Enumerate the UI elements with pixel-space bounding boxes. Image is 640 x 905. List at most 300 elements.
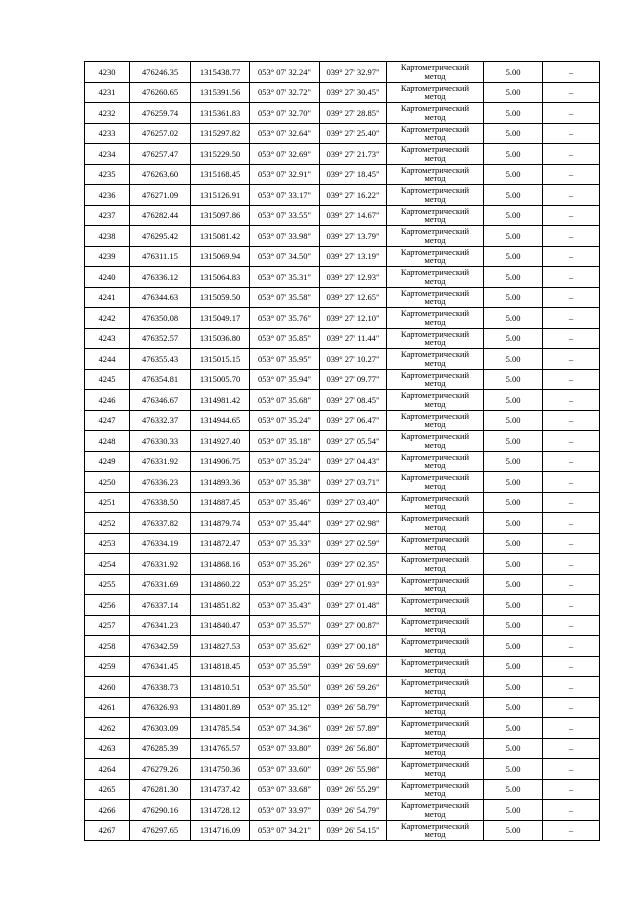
method-line: Картометрический bbox=[400, 533, 470, 544]
cell-accuracy: 5.00 bbox=[484, 349, 543, 370]
cell-latitude: 053° 07' 35.94" bbox=[250, 369, 320, 390]
cell-y-coordinate: 1315229.50 bbox=[191, 144, 250, 165]
cell-point-number: 4257 bbox=[85, 615, 130, 636]
table-row bbox=[85, 431, 600, 452]
cell-y-coordinate: 1315005.70 bbox=[191, 369, 250, 390]
cell-y-coordinate: 1314728.12 bbox=[191, 800, 250, 821]
cell-method bbox=[387, 820, 484, 841]
cell-point-number: 4238 bbox=[85, 226, 130, 247]
method-line: метод bbox=[424, 706, 446, 717]
cell-accuracy: 5.00 bbox=[484, 513, 543, 534]
cell-accuracy: 5.00 bbox=[484, 451, 543, 472]
table-row bbox=[85, 574, 600, 595]
method-line: Картометрический bbox=[400, 759, 470, 770]
cell-accuracy: 5.00 bbox=[484, 369, 543, 390]
table-row bbox=[85, 472, 600, 493]
cell-latitude: 053° 07' 35.62" bbox=[250, 636, 320, 657]
cell-y-coordinate: 1314840.47 bbox=[191, 615, 250, 636]
cell-y-coordinate: 1315391.56 bbox=[191, 82, 250, 103]
cell-latitude: 053° 07' 33.55" bbox=[250, 205, 320, 226]
cell-longitude: 039° 27' 12.93" bbox=[320, 267, 387, 288]
cell-method bbox=[387, 492, 484, 513]
method-line: Картометрический bbox=[400, 677, 470, 688]
cell-note: – bbox=[543, 369, 600, 390]
cell-point-number: 4264 bbox=[85, 759, 130, 780]
cell-latitude: 053° 07' 35.12" bbox=[250, 697, 320, 718]
cell-longitude: 039° 27' 08.45" bbox=[320, 390, 387, 411]
cell-x-coordinate: 476326.93 bbox=[130, 697, 191, 718]
method-line: Картометрический bbox=[400, 267, 470, 278]
cell-accuracy: 5.00 bbox=[484, 185, 543, 206]
method-line: метод bbox=[424, 357, 446, 368]
cell-note: – bbox=[543, 472, 600, 493]
table-row bbox=[85, 185, 600, 206]
cell-point-number: 4244 bbox=[85, 349, 130, 370]
cell-point-number: 4243 bbox=[85, 328, 130, 349]
cell-point-number: 4236 bbox=[85, 185, 130, 206]
cell-method bbox=[387, 677, 484, 698]
cell-x-coordinate: 476332.37 bbox=[130, 410, 191, 431]
cell-y-coordinate: 1314810.51 bbox=[191, 677, 250, 698]
table-row bbox=[85, 287, 600, 308]
method-line: Картометрический bbox=[400, 144, 470, 155]
cell-method bbox=[387, 308, 484, 329]
method-line: метод bbox=[424, 808, 446, 819]
cell-latitude: 053° 07' 35.43" bbox=[250, 595, 320, 616]
cell-method bbox=[387, 513, 484, 534]
method-line: метод bbox=[424, 111, 446, 122]
cell-point-number: 4247 bbox=[85, 410, 130, 431]
cell-y-coordinate: 1314893.36 bbox=[191, 472, 250, 493]
method-line: Картометрический bbox=[400, 513, 470, 524]
method-line: метод bbox=[424, 501, 446, 512]
cell-x-coordinate: 476259.74 bbox=[130, 103, 191, 124]
cell-longitude: 039° 27' 12.65" bbox=[320, 287, 387, 308]
cell-latitude: 053° 07' 35.26" bbox=[250, 554, 320, 575]
method-line: метод bbox=[424, 788, 446, 799]
cell-y-coordinate: 1314981.42 bbox=[191, 390, 250, 411]
cell-longitude: 039° 27' 14.67" bbox=[320, 205, 387, 226]
cell-longitude: 039° 27' 03.71" bbox=[320, 472, 387, 493]
cell-latitude: 053° 07' 35.44" bbox=[250, 513, 320, 534]
method-line: метод bbox=[424, 726, 446, 737]
cell-note: – bbox=[543, 677, 600, 698]
method-line: Картометрический bbox=[400, 472, 470, 483]
cell-longitude: 039° 26' 55.98" bbox=[320, 759, 387, 780]
method-line: Картометрический bbox=[400, 185, 470, 196]
cell-note: – bbox=[543, 615, 600, 636]
cell-longitude: 039° 26' 55.29" bbox=[320, 779, 387, 800]
cell-longitude: 039° 27' 05.54" bbox=[320, 431, 387, 452]
cell-x-coordinate: 476336.12 bbox=[130, 267, 191, 288]
method-line: метод bbox=[424, 665, 446, 676]
cell-accuracy: 5.00 bbox=[484, 328, 543, 349]
cell-y-coordinate: 1315297.82 bbox=[191, 123, 250, 144]
method-line: Картометрический bbox=[400, 574, 470, 585]
cell-x-coordinate: 476260.65 bbox=[130, 82, 191, 103]
cell-longitude: 039° 27' 13.79" bbox=[320, 226, 387, 247]
cell-longitude: 039° 27' 12.10" bbox=[320, 308, 387, 329]
cell-y-coordinate: 1314927.40 bbox=[191, 431, 250, 452]
table-row bbox=[85, 308, 600, 329]
method-line: Картометрический bbox=[400, 718, 470, 729]
method-line: метод bbox=[424, 316, 446, 327]
cell-latitude: 053° 07' 35.25" bbox=[250, 574, 320, 595]
cell-method bbox=[387, 779, 484, 800]
cell-latitude: 053° 07' 33.17" bbox=[250, 185, 320, 206]
coordinates-table bbox=[84, 61, 600, 841]
cell-method bbox=[387, 472, 484, 493]
cell-note: – bbox=[543, 328, 600, 349]
cell-x-coordinate: 476331.69 bbox=[130, 574, 191, 595]
cell-method bbox=[387, 595, 484, 616]
method-line: Картометрический bbox=[400, 595, 470, 606]
method-line: Картометрический bbox=[400, 636, 470, 647]
cell-note: – bbox=[543, 205, 600, 226]
cell-point-number: 4240 bbox=[85, 267, 130, 288]
cell-note: – bbox=[543, 820, 600, 841]
cell-latitude: 053° 07' 34.36" bbox=[250, 718, 320, 739]
cell-latitude: 053° 07' 35.57" bbox=[250, 615, 320, 636]
cell-y-coordinate: 1315168.45 bbox=[191, 164, 250, 185]
cell-point-number: 4242 bbox=[85, 308, 130, 329]
table-row bbox=[85, 205, 600, 226]
cell-note: – bbox=[543, 226, 600, 247]
table-row bbox=[85, 697, 600, 718]
cell-x-coordinate: 476337.14 bbox=[130, 595, 191, 616]
cell-longitude: 039° 27' 25.40" bbox=[320, 123, 387, 144]
cell-longitude: 039° 27' 02.35" bbox=[320, 554, 387, 575]
table-row bbox=[85, 451, 600, 472]
cell-x-coordinate: 476282.44 bbox=[130, 205, 191, 226]
cell-note: – bbox=[543, 308, 600, 329]
cell-method bbox=[387, 574, 484, 595]
cell-latitude: 053° 07' 35.68" bbox=[250, 390, 320, 411]
cell-accuracy: 5.00 bbox=[484, 779, 543, 800]
cell-accuracy: 5.00 bbox=[484, 431, 543, 452]
cell-method bbox=[387, 656, 484, 677]
cell-point-number: 4259 bbox=[85, 656, 130, 677]
cell-accuracy: 5.00 bbox=[484, 718, 543, 739]
cell-latitude: 053° 07' 33.68" bbox=[250, 779, 320, 800]
cell-method bbox=[387, 636, 484, 657]
cell-note: – bbox=[543, 82, 600, 103]
cell-longitude: 039° 26' 54.15" bbox=[320, 820, 387, 841]
cell-y-coordinate: 1314879.74 bbox=[191, 513, 250, 534]
cell-x-coordinate: 476338.73 bbox=[130, 677, 191, 698]
cell-point-number: 4262 bbox=[85, 718, 130, 739]
method-line: Картометрический bbox=[400, 431, 470, 442]
cell-longitude: 039° 26' 59.26" bbox=[320, 677, 387, 698]
cell-note: – bbox=[543, 513, 600, 534]
cell-method bbox=[387, 144, 484, 165]
cell-x-coordinate: 476290.16 bbox=[130, 800, 191, 821]
cell-x-coordinate: 476334.19 bbox=[130, 533, 191, 554]
method-line: метод bbox=[424, 70, 446, 81]
cell-y-coordinate: 1314818.45 bbox=[191, 656, 250, 677]
cell-accuracy: 5.00 bbox=[484, 390, 543, 411]
cell-accuracy: 5.00 bbox=[484, 205, 543, 226]
cell-y-coordinate: 1315049.17 bbox=[191, 308, 250, 329]
cell-accuracy: 5.00 bbox=[484, 677, 543, 698]
cell-accuracy: 5.00 bbox=[484, 656, 543, 677]
cell-method bbox=[387, 287, 484, 308]
method-line: метод bbox=[424, 296, 446, 307]
cell-note: – bbox=[543, 144, 600, 165]
cell-longitude: 039° 27' 03.40" bbox=[320, 492, 387, 513]
method-line: метод bbox=[424, 173, 446, 184]
cell-accuracy: 5.00 bbox=[484, 410, 543, 431]
cell-accuracy: 5.00 bbox=[484, 144, 543, 165]
cell-point-number: 4235 bbox=[85, 164, 130, 185]
cell-accuracy: 5.00 bbox=[484, 759, 543, 780]
cell-longitude: 039° 27' 02.98" bbox=[320, 513, 387, 534]
cell-longitude: 039° 27' 11.44" bbox=[320, 328, 387, 349]
cell-method bbox=[387, 62, 484, 83]
cell-latitude: 053° 07' 33.97" bbox=[250, 800, 320, 821]
cell-point-number: 4267 bbox=[85, 820, 130, 841]
table-row bbox=[85, 738, 600, 759]
cell-note: – bbox=[543, 718, 600, 739]
table-row bbox=[85, 103, 600, 124]
cell-x-coordinate: 476331.92 bbox=[130, 554, 191, 575]
table-row bbox=[85, 144, 600, 165]
table-row bbox=[85, 226, 600, 247]
cell-point-number: 4251 bbox=[85, 492, 130, 513]
method-line: метод bbox=[424, 562, 446, 573]
cell-method bbox=[387, 369, 484, 390]
cell-y-coordinate: 1314765.57 bbox=[191, 738, 250, 759]
table-row bbox=[85, 554, 600, 575]
method-line: метод bbox=[424, 460, 446, 471]
cell-y-coordinate: 1314827.53 bbox=[191, 636, 250, 657]
cell-accuracy: 5.00 bbox=[484, 820, 543, 841]
cell-longitude: 039° 26' 54.79" bbox=[320, 800, 387, 821]
cell-point-number: 4256 bbox=[85, 595, 130, 616]
method-line: метод bbox=[424, 91, 446, 102]
cell-note: – bbox=[543, 103, 600, 124]
method-line: метод bbox=[424, 767, 446, 778]
cell-method bbox=[387, 267, 484, 288]
cell-latitude: 053° 07' 35.38" bbox=[250, 472, 320, 493]
cell-y-coordinate: 1314785.54 bbox=[191, 718, 250, 739]
table-row bbox=[85, 267, 600, 288]
cell-accuracy: 5.00 bbox=[484, 308, 543, 329]
cell-longitude: 039° 27' 13.19" bbox=[320, 246, 387, 267]
table-row bbox=[85, 246, 600, 267]
cell-longitude: 039° 27' 06.47" bbox=[320, 410, 387, 431]
cell-accuracy: 5.00 bbox=[484, 697, 543, 718]
cell-longitude: 039° 27' 04.43" bbox=[320, 451, 387, 472]
method-line: метод bbox=[424, 152, 446, 163]
cell-y-coordinate: 1315064.83 bbox=[191, 267, 250, 288]
cell-method bbox=[387, 123, 484, 144]
cell-latitude: 053° 07' 32.69" bbox=[250, 144, 320, 165]
method-line: метод bbox=[424, 583, 446, 594]
cell-accuracy: 5.00 bbox=[484, 267, 543, 288]
cell-note: – bbox=[543, 738, 600, 759]
cell-y-coordinate: 1315361.83 bbox=[191, 103, 250, 124]
cell-method bbox=[387, 718, 484, 739]
method-line: Картометрический bbox=[400, 62, 470, 73]
cell-point-number: 4249 bbox=[85, 451, 130, 472]
cell-accuracy: 5.00 bbox=[484, 246, 543, 267]
cell-note: – bbox=[543, 697, 600, 718]
table-row bbox=[85, 513, 600, 534]
cell-latitude: 053° 07' 33.60" bbox=[250, 759, 320, 780]
cell-method bbox=[387, 410, 484, 431]
cell-y-coordinate: 1315015.15 bbox=[191, 349, 250, 370]
cell-longitude: 039° 27' 32.97" bbox=[320, 62, 387, 83]
method-line: метод bbox=[424, 234, 446, 245]
table-row bbox=[85, 595, 600, 616]
table-row bbox=[85, 656, 600, 677]
table-row bbox=[85, 369, 600, 390]
cell-note: – bbox=[543, 349, 600, 370]
method-line: метод bbox=[424, 624, 446, 635]
cell-x-coordinate: 476338.50 bbox=[130, 492, 191, 513]
cell-method bbox=[387, 185, 484, 206]
cell-note: – bbox=[543, 410, 600, 431]
cell-note: – bbox=[543, 574, 600, 595]
method-line: метод bbox=[424, 132, 446, 143]
method-line: метод bbox=[424, 439, 446, 450]
cell-method bbox=[387, 390, 484, 411]
cell-latitude: 053° 07' 32.24" bbox=[250, 62, 320, 83]
method-line: метод bbox=[424, 747, 446, 758]
table-row bbox=[85, 349, 600, 370]
cell-accuracy: 5.00 bbox=[484, 533, 543, 554]
cell-method bbox=[387, 164, 484, 185]
cell-longitude: 039° 26' 56.80" bbox=[320, 738, 387, 759]
table-row bbox=[85, 62, 600, 83]
cell-point-number: 4234 bbox=[85, 144, 130, 165]
cell-accuracy: 5.00 bbox=[484, 595, 543, 616]
table-row bbox=[85, 492, 600, 513]
cell-x-coordinate: 476330.33 bbox=[130, 431, 191, 452]
cell-latitude: 053° 07' 35.50" bbox=[250, 677, 320, 698]
table-row bbox=[85, 677, 600, 698]
cell-y-coordinate: 1315097.86 bbox=[191, 205, 250, 226]
cell-longitude: 039° 27' 30.45" bbox=[320, 82, 387, 103]
method-line: Картометрический bbox=[400, 103, 470, 114]
cell-accuracy: 5.00 bbox=[484, 226, 543, 247]
cell-note: – bbox=[543, 554, 600, 575]
cell-note: – bbox=[543, 62, 600, 83]
method-line: Картометрический bbox=[400, 410, 470, 421]
cell-x-coordinate: 476346.67 bbox=[130, 390, 191, 411]
cell-method bbox=[387, 82, 484, 103]
method-line: Картометрический bbox=[400, 82, 470, 93]
cell-note: – bbox=[543, 390, 600, 411]
cell-point-number: 4254 bbox=[85, 554, 130, 575]
method-line: Картометрический bbox=[400, 328, 470, 339]
cell-method bbox=[387, 615, 484, 636]
cell-x-coordinate: 476285.39 bbox=[130, 738, 191, 759]
method-line: метод bbox=[424, 378, 446, 389]
cell-method bbox=[387, 738, 484, 759]
cell-note: – bbox=[543, 185, 600, 206]
cell-note: – bbox=[543, 451, 600, 472]
cell-note: – bbox=[543, 267, 600, 288]
cell-point-number: 4261 bbox=[85, 697, 130, 718]
cell-longitude: 039° 27' 02.59" bbox=[320, 533, 387, 554]
cell-longitude: 039° 26' 57.89" bbox=[320, 718, 387, 739]
cell-accuracy: 5.00 bbox=[484, 123, 543, 144]
method-line: Картометрический bbox=[400, 656, 470, 667]
method-line: Картометрический bbox=[400, 615, 470, 626]
table-row bbox=[85, 82, 600, 103]
cell-y-coordinate: 1314887.45 bbox=[191, 492, 250, 513]
method-line: Картометрический bbox=[400, 308, 470, 319]
cell-point-number: 4252 bbox=[85, 513, 130, 534]
cell-longitude: 039° 27' 09.77" bbox=[320, 369, 387, 390]
cell-point-number: 4230 bbox=[85, 62, 130, 83]
cell-latitude: 053° 07' 32.91" bbox=[250, 164, 320, 185]
cell-latitude: 053° 07' 35.18" bbox=[250, 431, 320, 452]
cell-longitude: 039° 27' 16.22" bbox=[320, 185, 387, 206]
cell-note: – bbox=[543, 759, 600, 780]
cell-note: – bbox=[543, 595, 600, 616]
cell-method bbox=[387, 533, 484, 554]
cell-x-coordinate: 476297.65 bbox=[130, 820, 191, 841]
method-line: метод bbox=[424, 829, 446, 840]
cell-x-coordinate: 476311.15 bbox=[130, 246, 191, 267]
cell-point-number: 4232 bbox=[85, 103, 130, 124]
table-row bbox=[85, 718, 600, 739]
method-line: Картометрический bbox=[400, 164, 470, 175]
cell-x-coordinate: 476354.81 bbox=[130, 369, 191, 390]
cell-x-coordinate: 476331.92 bbox=[130, 451, 191, 472]
cell-note: – bbox=[543, 800, 600, 821]
cell-point-number: 4260 bbox=[85, 677, 130, 698]
cell-method bbox=[387, 431, 484, 452]
cell-method bbox=[387, 759, 484, 780]
cell-note: – bbox=[543, 779, 600, 800]
method-line: метод bbox=[424, 275, 446, 286]
method-line: Картометрический bbox=[400, 205, 470, 216]
cell-y-coordinate: 1314868.16 bbox=[191, 554, 250, 575]
cell-note: – bbox=[543, 123, 600, 144]
cell-method bbox=[387, 328, 484, 349]
cell-accuracy: 5.00 bbox=[484, 287, 543, 308]
cell-latitude: 053° 07' 35.76" bbox=[250, 308, 320, 329]
cell-longitude: 039° 27' 28.85" bbox=[320, 103, 387, 124]
cell-x-coordinate: 476271.09 bbox=[130, 185, 191, 206]
cell-point-number: 4231 bbox=[85, 82, 130, 103]
cell-x-coordinate: 476279.26 bbox=[130, 759, 191, 780]
cell-longitude: 039° 27' 01.93" bbox=[320, 574, 387, 595]
table-row bbox=[85, 615, 600, 636]
cell-y-coordinate: 1314750.36 bbox=[191, 759, 250, 780]
cell-point-number: 4237 bbox=[85, 205, 130, 226]
cell-point-number: 4265 bbox=[85, 779, 130, 800]
table-row bbox=[85, 800, 600, 821]
cell-accuracy: 5.00 bbox=[484, 738, 543, 759]
cell-accuracy: 5.00 bbox=[484, 82, 543, 103]
cell-point-number: 4250 bbox=[85, 472, 130, 493]
cell-accuracy: 5.00 bbox=[484, 472, 543, 493]
cell-accuracy: 5.00 bbox=[484, 800, 543, 821]
cell-latitude: 053° 07' 35.59" bbox=[250, 656, 320, 677]
method-line: Картометрический bbox=[400, 349, 470, 360]
cell-x-coordinate: 476295.42 bbox=[130, 226, 191, 247]
cell-y-coordinate: 1314944.65 bbox=[191, 410, 250, 431]
cell-method bbox=[387, 226, 484, 247]
cell-note: – bbox=[543, 431, 600, 452]
cell-y-coordinate: 1314906.75 bbox=[191, 451, 250, 472]
cell-accuracy: 5.00 bbox=[484, 164, 543, 185]
